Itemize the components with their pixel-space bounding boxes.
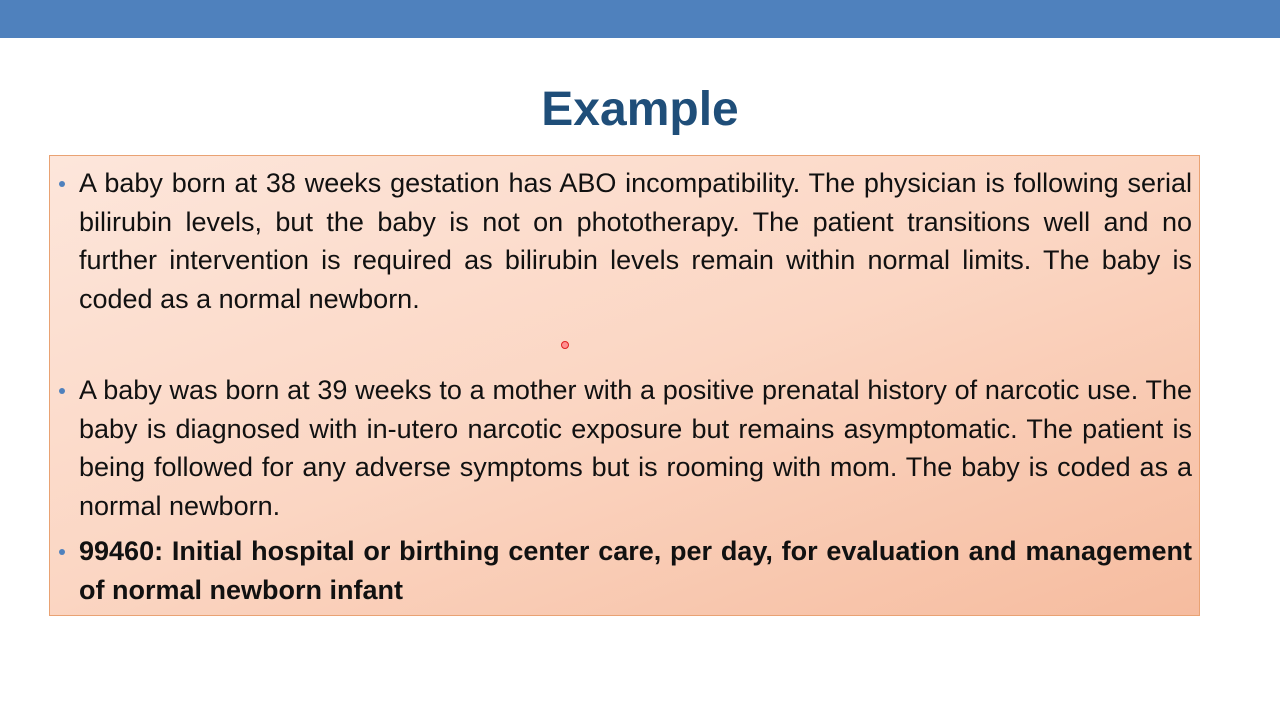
bullet-item-code [79, 532, 1192, 609]
content-box [49, 155, 1200, 616]
bullet-icon [59, 549, 65, 555]
bullet-icon [59, 181, 65, 187]
header-bar [0, 0, 1280, 38]
bullet-icon [59, 388, 65, 394]
bullet-text: A baby was born at 39 weeks to a mother with a positive prenatal history of narcotic use. The baby is diagnosed with in-utero narcotic exposure but remains asymptomatic. The patient is being followed for any adverse symptoms but is rooming with mom. The baby is coded as a normal newborn. [79, 375, 1192, 521]
bullet-text: A baby born at 38 weeks gestation has ABO incompatibility. The physician is following serial bilirubin levels, but the baby is not on phototherapy. The patient transitions well and no further intervention is required as bilirubin levels remain within normal limits. The baby is coded as a normal newborn. [79, 168, 1192, 314]
slide-title: Example [541, 83, 739, 136]
laser-pointer-icon [561, 341, 569, 349]
bullet-item [79, 164, 1192, 318]
bullet-text: 99460: Initial hospital or birthing center care, per day, for evaluation and management of normal newborn infant [79, 536, 1192, 605]
bullet-item [79, 371, 1192, 525]
